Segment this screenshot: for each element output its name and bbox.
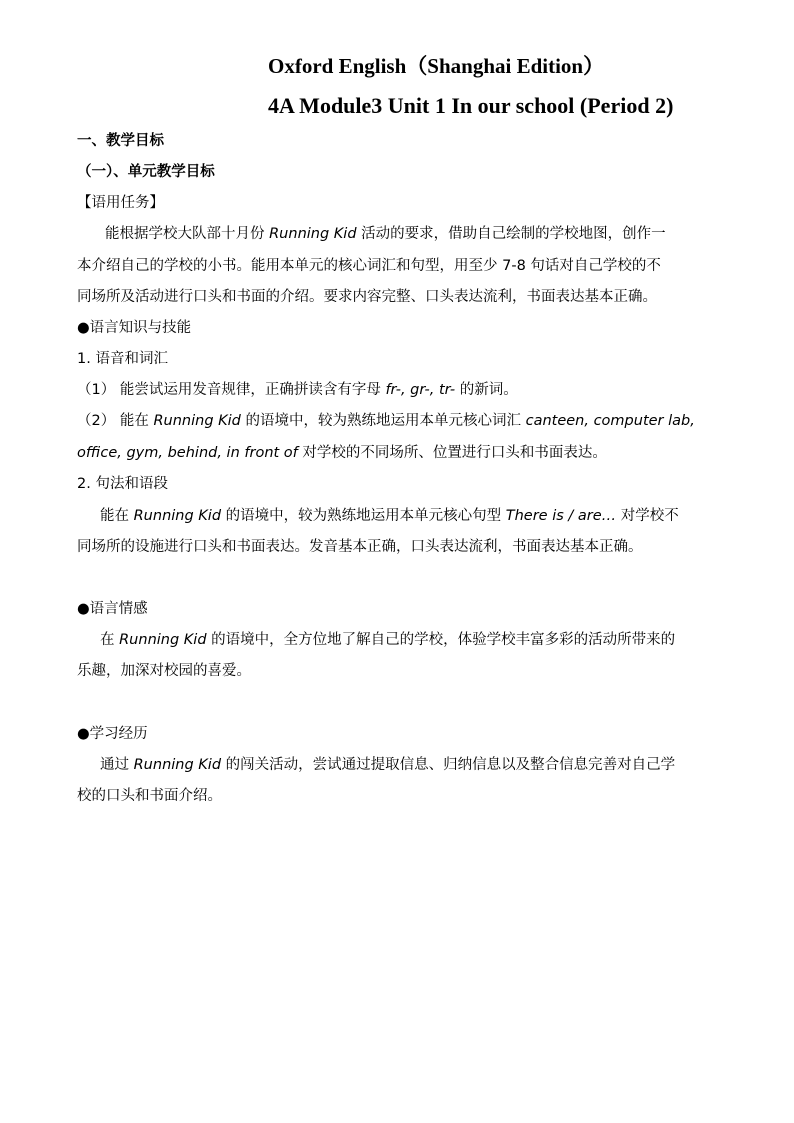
text: 在	[100, 632, 120, 648]
knowledge-item-2-line-2: 同场所的设施进行口头和书面表达。发音基本正确，口头表达流利，书面表达基本正确。	[77, 539, 643, 555]
experience-line-1	[100, 755, 675, 775]
knowledge-item-2: 2. 句法和语段	[77, 476, 168, 492]
text: 活动的要求，借助自己绘制的学校地图，创作一	[356, 226, 666, 242]
knowledge-item-1-2	[77, 411, 695, 431]
text: （2） 能在	[77, 413, 154, 429]
text: 对学校不	[616, 508, 679, 524]
text: 通过	[100, 757, 134, 773]
text: 的语境中，较为熟练地运用本单元核心句型	[221, 508, 506, 524]
heading-emotion: ●语言情感	[77, 601, 148, 617]
title-line-2: 4A Module3 Unit 1 In our school (Period 2)	[268, 93, 674, 118]
heading-teaching-goals: 一、教学目标	[77, 133, 164, 149]
text: 的语境中，全方位地了解自己的学校，体验学校丰富多彩的活动所带来的	[206, 632, 676, 648]
text: （1） 能尝试运用发音规律，正确拼读含有字母	[77, 382, 386, 398]
text: 对学校的不同场所、位置进行口头和书面表达。	[297, 445, 607, 461]
text-italic: Running Kid	[133, 508, 222, 524]
text: 能根据学校大队部十月份	[105, 226, 270, 242]
text-italic: Running Kid	[269, 226, 357, 242]
task-line-3: 同场所及活动进行口头和书面的介绍。要求内容完整、口头表达流利，书面表达基本正确。	[77, 289, 657, 305]
text: 能在	[100, 508, 134, 524]
experience-line-2: 校的口头和书面介绍。	[77, 788, 222, 804]
emotion-line-1	[100, 630, 675, 650]
text-italic: office, gym, behind, in front of	[77, 445, 298, 461]
task-line-1	[105, 224, 666, 244]
task-line-2: 本介绍自己的学校的小书。能用本单元的核心词汇和句型，用至少 7-8 句话对自己学校的不	[77, 258, 661, 274]
heading-task: 【语用任务】	[77, 195, 164, 211]
knowledge-item-1: 1. 语音和词汇	[77, 351, 168, 367]
knowledge-item-1-2-cont	[77, 443, 607, 463]
text-italic: fr-, gr-, tr-	[385, 382, 456, 398]
emotion-line-2: 乐趣，加深对校园的喜爱。	[77, 663, 251, 679]
text-italic: There is / are…	[505, 508, 617, 524]
text-italic: Running Kid	[119, 632, 207, 648]
text-italic: canteen, computer lab,	[525, 413, 695, 429]
text: 的闯关活动，尝试通过提取信息、归纳信息以及整合信息完善对自己学	[221, 757, 676, 773]
title-line-1: Oxford English（Shanghai Edition）	[268, 54, 605, 78]
text-italic: Running Kid	[133, 757, 222, 773]
heading-experience: ●学习经历	[77, 726, 148, 742]
knowledge-item-1-1	[77, 380, 518, 400]
heading-unit-goals: （一）、单元教学目标	[77, 164, 215, 180]
text: 的新词。	[455, 382, 518, 398]
heading-knowledge: ●语言知识与技能	[77, 320, 192, 336]
knowledge-item-2-line-1	[100, 506, 679, 526]
text-italic: Running Kid	[153, 413, 241, 429]
text: 的语境中，较为熟练地运用本单元核心词汇	[240, 413, 526, 429]
